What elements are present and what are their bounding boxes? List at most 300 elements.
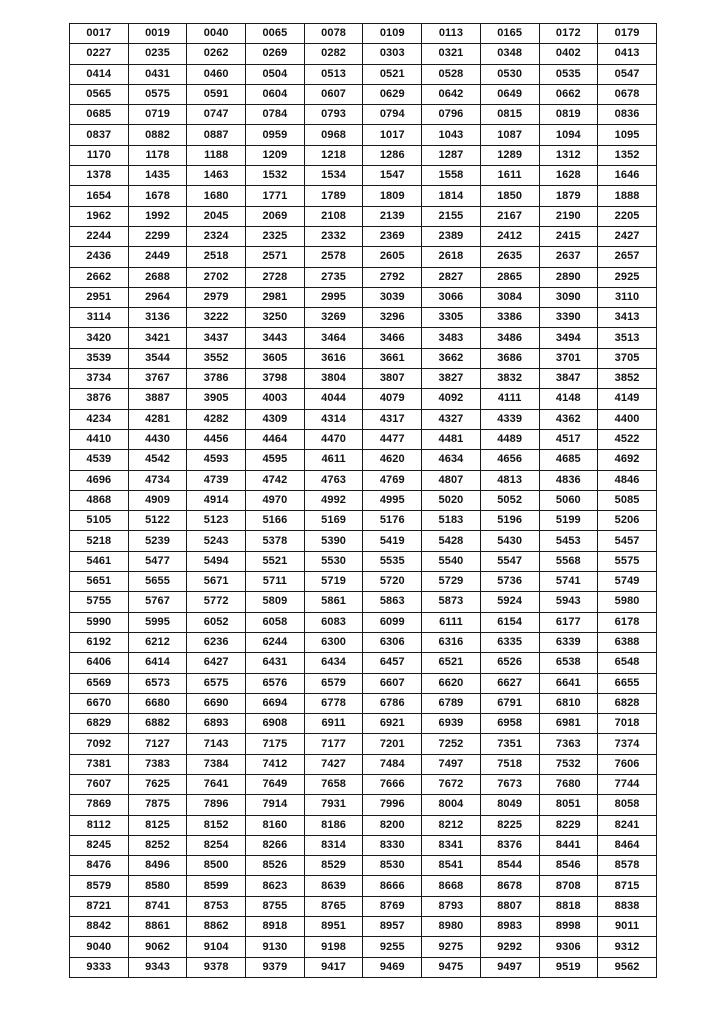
table-row <box>70 612 657 632</box>
table-cell: 5060 <box>539 490 598 510</box>
table-cell: 5199 <box>539 511 598 531</box>
table-cell: 2518 <box>187 247 246 267</box>
table-cell: 7658 <box>304 774 363 794</box>
table-cell: 9379 <box>246 957 305 977</box>
table-cell: 8721 <box>70 896 129 916</box>
table-row <box>70 166 657 186</box>
table-cell: 5428 <box>422 531 481 551</box>
table-cell: 3305 <box>422 308 481 328</box>
table-cell: 2427 <box>598 226 657 246</box>
table-cell: 5767 <box>128 592 187 612</box>
table-cell: 3483 <box>422 328 481 348</box>
table-cell: 5980 <box>598 592 657 612</box>
table-cell: 4309 <box>246 409 305 429</box>
table-cell: 6177 <box>539 612 598 632</box>
table-cell: 5052 <box>480 490 539 510</box>
table-cell: 3905 <box>187 389 246 409</box>
table-cell: 6791 <box>480 693 539 713</box>
table-cell: 4149 <box>598 389 657 409</box>
table-row <box>70 673 657 693</box>
table-cell: 4992 <box>304 490 363 510</box>
table-cell: 5719 <box>304 572 363 592</box>
table-cell: 9255 <box>363 937 422 957</box>
table-cell: 4003 <box>246 389 305 409</box>
table-row <box>70 835 657 855</box>
table-cell: 0109 <box>363 24 422 44</box>
table-cell: 4692 <box>598 450 657 470</box>
table-cell: 7092 <box>70 734 129 754</box>
table-cell: 4522 <box>598 429 657 449</box>
table-row <box>70 917 657 937</box>
table-row <box>70 64 657 84</box>
table-cell: 0227 <box>70 44 129 64</box>
table-cell: 4339 <box>480 409 539 429</box>
table-row <box>70 206 657 226</box>
table-cell: 6335 <box>480 632 539 652</box>
table-cell: 5671 <box>187 572 246 592</box>
table-cell: 0604 <box>246 84 305 104</box>
table-cell: 0303 <box>363 44 422 64</box>
table-cell: 4362 <box>539 409 598 429</box>
table-cell: 4111 <box>480 389 539 409</box>
table-cell: 8753 <box>187 896 246 916</box>
table-cell: 8529 <box>304 856 363 876</box>
table-cell: 2605 <box>363 247 422 267</box>
table-cell: 7351 <box>480 734 539 754</box>
table-cell: 8186 <box>304 815 363 835</box>
document-page <box>69 23 657 978</box>
table-row <box>70 856 657 876</box>
table-cell: 2865 <box>480 267 539 287</box>
table-cell: 5772 <box>187 592 246 612</box>
table-cell: 5206 <box>598 511 657 531</box>
table-cell: 4456 <box>187 429 246 449</box>
table-cell: 6406 <box>70 653 129 673</box>
table-cell: 3852 <box>598 369 657 389</box>
table-cell: 3686 <box>480 348 539 368</box>
table-cell: 3552 <box>187 348 246 368</box>
table-row <box>70 896 657 916</box>
table-row <box>70 186 657 206</box>
table-cell: 2139 <box>363 206 422 226</box>
table-cell: 7384 <box>187 754 246 774</box>
table-row <box>70 348 657 368</box>
table-cell: 8838 <box>598 896 657 916</box>
table-cell: 6526 <box>480 653 539 673</box>
table-cell: 1789 <box>304 186 363 206</box>
table-cell: 5122 <box>128 511 187 531</box>
table-row <box>70 774 657 794</box>
table-cell: 3827 <box>422 369 481 389</box>
table-cell: 3296 <box>363 308 422 328</box>
table-cell: 3090 <box>539 287 598 307</box>
table-cell: 4634 <box>422 450 481 470</box>
table-cell: 4763 <box>304 470 363 490</box>
table-cell: 0262 <box>187 44 246 64</box>
table-cell: 6569 <box>70 673 129 693</box>
table-cell: 4410 <box>70 429 129 449</box>
table-cell: 2449 <box>128 247 187 267</box>
table-cell: 7649 <box>246 774 305 794</box>
table-cell: 2657 <box>598 247 657 267</box>
table-cell: 5736 <box>480 572 539 592</box>
table-row <box>70 267 657 287</box>
table-cell: 3250 <box>246 308 305 328</box>
table-cell: 0662 <box>539 84 598 104</box>
table-cell: 7896 <box>187 795 246 815</box>
table-row <box>70 429 657 449</box>
table-cell: 6244 <box>246 632 305 652</box>
table-cell: 8152 <box>187 815 246 835</box>
table-cell: 4593 <box>187 450 246 470</box>
table-cell: 5169 <box>304 511 363 531</box>
table-cell: 3464 <box>304 328 363 348</box>
table-row <box>70 531 657 551</box>
table-cell: 8793 <box>422 896 481 916</box>
table-cell: 8546 <box>539 856 598 876</box>
table-cell: 1352 <box>598 145 657 165</box>
table-cell: 8666 <box>363 876 422 896</box>
table-cell: 4477 <box>363 429 422 449</box>
table-cell: 7201 <box>363 734 422 754</box>
table-cell: 5239 <box>128 531 187 551</box>
table-cell: 2325 <box>246 226 305 246</box>
table-cell: 9130 <box>246 937 305 957</box>
table-cell: 7143 <box>187 734 246 754</box>
table-cell: 8051 <box>539 795 598 815</box>
table-cell: 4317 <box>363 409 422 429</box>
table-cell: 2995 <box>304 287 363 307</box>
table-cell: 8254 <box>187 835 246 855</box>
table-cell: 9333 <box>70 957 129 977</box>
table-cell: 2951 <box>70 287 129 307</box>
table-cell: 8058 <box>598 795 657 815</box>
table-cell: 7127 <box>128 734 187 754</box>
table-cell: 0321 <box>422 44 481 64</box>
table-cell: 2108 <box>304 206 363 226</box>
table-cell: 4914 <box>187 490 246 510</box>
table-cell: 9040 <box>70 937 129 957</box>
table-cell: 2890 <box>539 267 598 287</box>
table-cell: 1435 <box>128 166 187 186</box>
table-cell: 5521 <box>246 551 305 571</box>
table-cell: 4970 <box>246 490 305 510</box>
table-cell: 4807 <box>422 470 481 490</box>
table-cell: 9497 <box>480 957 539 977</box>
table-row <box>70 389 657 409</box>
number-table <box>69 23 657 978</box>
table-cell: 2578 <box>304 247 363 267</box>
table-cell: 0547 <box>598 64 657 84</box>
table-cell: 0414 <box>70 64 129 84</box>
table-cell: 6939 <box>422 714 481 734</box>
table-cell: 0019 <box>128 24 187 44</box>
table-cell: 8245 <box>70 835 129 855</box>
table-cell: 9475 <box>422 957 481 977</box>
table-cell: 0172 <box>539 24 598 44</box>
table-cell: 6154 <box>480 612 539 632</box>
table-cell: 6789 <box>422 693 481 713</box>
table-cell: 8807 <box>480 896 539 916</box>
table-cell: 0504 <box>246 64 305 84</box>
table-cell: 6573 <box>128 673 187 693</box>
table-cell: 8004 <box>422 795 481 815</box>
table-cell: 3798 <box>246 369 305 389</box>
table-cell: 4909 <box>128 490 187 510</box>
table-cell: 4281 <box>128 409 187 429</box>
table-cell: 2827 <box>422 267 481 287</box>
table-cell: 4846 <box>598 470 657 490</box>
table-cell: 1178 <box>128 145 187 165</box>
table-cell: 0065 <box>246 24 305 44</box>
table-cell: 3136 <box>128 308 187 328</box>
table-cell: 0815 <box>480 105 539 125</box>
table-cell: 4481 <box>422 429 481 449</box>
table-cell: 7914 <box>246 795 305 815</box>
table-cell: 2369 <box>363 226 422 246</box>
table-cell: 5809 <box>246 592 305 612</box>
table-cell: 0575 <box>128 84 187 104</box>
table-cell: 3066 <box>422 287 481 307</box>
table-cell: 5863 <box>363 592 422 612</box>
table-cell: 8623 <box>246 876 305 896</box>
table-cell: 4813 <box>480 470 539 490</box>
table-cell: 7869 <box>70 795 129 815</box>
table-cell: 0235 <box>128 44 187 64</box>
table-cell: 3807 <box>363 369 422 389</box>
table-cell: 8708 <box>539 876 598 896</box>
table-cell: 8715 <box>598 876 657 896</box>
table-cell: 4092 <box>422 389 481 409</box>
table-cell: 1680 <box>187 186 246 206</box>
table-cell: 2925 <box>598 267 657 287</box>
table-row <box>70 226 657 246</box>
table-cell: 6178 <box>598 612 657 632</box>
table-cell: 8918 <box>246 917 305 937</box>
table-cell: 1188 <box>187 145 246 165</box>
table-cell: 3039 <box>363 287 422 307</box>
table-cell: 2662 <box>70 267 129 287</box>
table-cell: 5861 <box>304 592 363 612</box>
table-cell: 7018 <box>598 714 657 734</box>
table-cell: 9343 <box>128 957 187 977</box>
table-cell: 4739 <box>187 470 246 490</box>
table-cell: 1532 <box>246 166 305 186</box>
table-cell: 1809 <box>363 186 422 206</box>
table-cell: 6575 <box>187 673 246 693</box>
table-cell: 7996 <box>363 795 422 815</box>
table-cell: 6192 <box>70 632 129 652</box>
table-cell: 6882 <box>128 714 187 734</box>
table-cell: 0282 <box>304 44 363 64</box>
table-cell: 8441 <box>539 835 598 855</box>
table-cell: 3832 <box>480 369 539 389</box>
table-cell: 6627 <box>480 673 539 693</box>
table-cell: 5711 <box>246 572 305 592</box>
table-cell: 0513 <box>304 64 363 84</box>
table-cell: 8544 <box>480 856 539 876</box>
table-cell: 0565 <box>70 84 129 104</box>
table-cell: 7673 <box>480 774 539 794</box>
table-cell: 8862 <box>187 917 246 937</box>
table-row <box>70 490 657 510</box>
table-cell: 6427 <box>187 653 246 673</box>
table-cell: 8330 <box>363 835 422 855</box>
table-cell: 2069 <box>246 206 305 226</box>
table-row <box>70 511 657 531</box>
table-cell: 4656 <box>480 450 539 470</box>
table-cell: 4995 <box>363 490 422 510</box>
table-cell: 3786 <box>187 369 246 389</box>
table-cell: 0040 <box>187 24 246 44</box>
table-cell: 8252 <box>128 835 187 855</box>
table-cell: 8496 <box>128 856 187 876</box>
table-cell: 0819 <box>539 105 598 125</box>
table-cell: 7412 <box>246 754 305 774</box>
table-cell: 5218 <box>70 531 129 551</box>
table-cell: 8957 <box>363 917 422 937</box>
table-cell: 6828 <box>598 693 657 713</box>
table-cell: 5378 <box>246 531 305 551</box>
table-cell: 4464 <box>246 429 305 449</box>
table-cell: 8112 <box>70 815 129 835</box>
table-cell: 5995 <box>128 612 187 632</box>
table-row <box>70 308 657 328</box>
table-cell: 1095 <box>598 125 657 145</box>
table-cell: 8678 <box>480 876 539 896</box>
table-cell: 7381 <box>70 754 129 774</box>
table-cell: 5494 <box>187 551 246 571</box>
table-cell: 7744 <box>598 774 657 794</box>
table-cell: 5943 <box>539 592 598 612</box>
table-cell: 8842 <box>70 917 129 937</box>
table-cell: 6607 <box>363 673 422 693</box>
table-cell: 8464 <box>598 835 657 855</box>
table-cell: 5243 <box>187 531 246 551</box>
table-row <box>70 369 657 389</box>
table-cell: 9062 <box>128 937 187 957</box>
table-cell: 0794 <box>363 105 422 125</box>
table-cell: 9312 <box>598 937 657 957</box>
table-cell: 1888 <box>598 186 657 206</box>
table-cell: 6829 <box>70 714 129 734</box>
table-cell: 7532 <box>539 754 598 774</box>
table-cell: 9562 <box>598 957 657 977</box>
table-cell: 6670 <box>70 693 129 713</box>
table-cell: 0528 <box>422 64 481 84</box>
table-cell: 9104 <box>187 937 246 957</box>
table-cell: 6111 <box>422 612 481 632</box>
table-row <box>70 328 657 348</box>
table-cell: 6083 <box>304 612 363 632</box>
table-cell: 5924 <box>480 592 539 612</box>
table-cell: 6521 <box>422 653 481 673</box>
table-cell: 0836 <box>598 105 657 125</box>
table-cell: 5575 <box>598 551 657 571</box>
table-cell: 7607 <box>70 774 129 794</box>
table-cell: 0887 <box>187 125 246 145</box>
table-cell: 6641 <box>539 673 598 693</box>
table-cell: 1170 <box>70 145 129 165</box>
table-cell: 2979 <box>187 287 246 307</box>
table-cell: 1771 <box>246 186 305 206</box>
table-cell: 1463 <box>187 166 246 186</box>
table-cell: 9292 <box>480 937 539 957</box>
table-cell: 8578 <box>598 856 657 876</box>
table-cell: 7606 <box>598 754 657 774</box>
table-cell: 3114 <box>70 308 129 328</box>
table-cell: 7680 <box>539 774 598 794</box>
table-cell: 7383 <box>128 754 187 774</box>
table-cell: 0796 <box>422 105 481 125</box>
table-row <box>70 754 657 774</box>
table-cell: 6212 <box>128 632 187 652</box>
table-cell: 4685 <box>539 450 598 470</box>
table-cell: 6579 <box>304 673 363 693</box>
table-cell: 8376 <box>480 835 539 855</box>
table-cell: 3110 <box>598 287 657 307</box>
table-cell: 8769 <box>363 896 422 916</box>
table-cell: 3084 <box>480 287 539 307</box>
table-cell: 2688 <box>128 267 187 287</box>
table-cell: 6414 <box>128 653 187 673</box>
table-cell: 8951 <box>304 917 363 937</box>
table-row <box>70 44 657 64</box>
table-cell: 8526 <box>246 856 305 876</box>
table-cell: 8639 <box>304 876 363 896</box>
table-cell: 2167 <box>480 206 539 226</box>
table-cell: 5123 <box>187 511 246 531</box>
table-cell: 4314 <box>304 409 363 429</box>
table-row <box>70 84 657 104</box>
table-cell: 8225 <box>480 815 539 835</box>
table-cell: 3539 <box>70 348 129 368</box>
table-cell: 1611 <box>480 166 539 186</box>
table-cell: 3269 <box>304 308 363 328</box>
table-cell: 4234 <box>70 409 129 429</box>
table-cell: 4430 <box>128 429 187 449</box>
table-cell: 2728 <box>246 267 305 287</box>
table-cell: 8160 <box>246 815 305 835</box>
table-cell: 3804 <box>304 369 363 389</box>
table-cell: 2637 <box>539 247 598 267</box>
table-cell: 1287 <box>422 145 481 165</box>
table-cell: 6306 <box>363 632 422 652</box>
table-row <box>70 125 657 145</box>
table-cell: 3847 <box>539 369 598 389</box>
table-cell: 1378 <box>70 166 129 186</box>
table-cell: 3421 <box>128 328 187 348</box>
table-cell: 3222 <box>187 308 246 328</box>
table-cell: 9519 <box>539 957 598 977</box>
table-cell: 8599 <box>187 876 246 896</box>
table-cell: 6958 <box>480 714 539 734</box>
table-cell: 7177 <box>304 734 363 754</box>
table-cell: 0685 <box>70 105 129 125</box>
table-cell: 5430 <box>480 531 539 551</box>
table-cell: 4327 <box>422 409 481 429</box>
table-cell: 5873 <box>422 592 481 612</box>
table-cell: 6576 <box>246 673 305 693</box>
table-row <box>70 247 657 267</box>
table-cell: 5453 <box>539 531 598 551</box>
table-cell: 7175 <box>246 734 305 754</box>
table-cell: 4079 <box>363 389 422 409</box>
table-cell: 7374 <box>598 734 657 754</box>
table-cell: 3486 <box>480 328 539 348</box>
table-cell: 6236 <box>187 632 246 652</box>
table-cell: 7497 <box>422 754 481 774</box>
